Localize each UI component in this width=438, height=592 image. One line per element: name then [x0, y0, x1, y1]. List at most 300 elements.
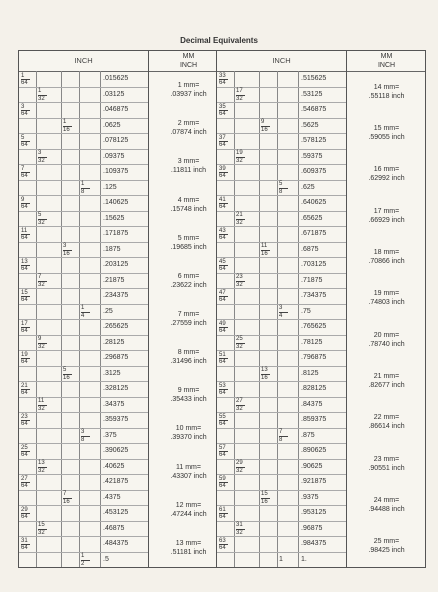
- fraction-numerator: 41: [219, 196, 226, 203]
- row-divider: [19, 412, 148, 413]
- row-divider: [217, 164, 346, 165]
- decimal-value: .34375: [103, 400, 125, 408]
- fraction-denominator: 4: [81, 312, 90, 320]
- decimal-value: .3125: [103, 369, 121, 377]
- fraction-denominator: 64: [219, 482, 228, 490]
- fraction-denominator: 16: [261, 126, 270, 134]
- fraction-cell: [219, 135, 233, 149]
- inch-value: .39370 inch: [170, 434, 207, 442]
- mm-label: 4 mm=: [177, 196, 200, 204]
- fraction-numerator: 15: [21, 289, 28, 296]
- fraction-cell: [219, 352, 233, 366]
- fraction-cell: [219, 445, 233, 459]
- fraction-denominator: 64: [219, 544, 228, 552]
- decimal-value: .9375: [301, 493, 319, 501]
- mm-label: 9 mm=: [177, 387, 200, 395]
- fraction-denominator: 32: [38, 529, 47, 537]
- fraction-cell: [236, 274, 250, 288]
- decimal-value: .09375: [103, 152, 125, 160]
- mm-label: 5 mm=: [177, 234, 200, 242]
- inch-value: .47244 inch: [170, 510, 207, 518]
- mm-conversion: [346, 372, 427, 390]
- fraction-numerator: 1: [38, 88, 42, 94]
- fraction-numerator: 45: [219, 258, 226, 265]
- fraction-numerator: 43: [219, 227, 226, 234]
- decimal-value: 1.: [301, 555, 307, 563]
- fraction-denominator: 64: [21, 141, 30, 149]
- decimal-value: .1875: [103, 245, 121, 253]
- decimal-value: .234375: [103, 292, 129, 299]
- fraction-denominator: 16: [63, 126, 72, 134]
- mm-label: 8 mm=: [177, 349, 200, 357]
- fraction-denominator: 32: [236, 281, 245, 289]
- mm-label: 3 mm=: [177, 158, 200, 166]
- row-divider: [217, 319, 346, 320]
- fraction-cell: [21, 73, 35, 87]
- fraction-cell: [21, 445, 35, 459]
- mm-label: 20 mm=: [373, 331, 400, 339]
- decimal-value: .96875: [301, 524, 323, 532]
- inch-value: .31496 inch: [170, 358, 207, 366]
- row-divider: [19, 319, 148, 320]
- fraction-cell: [236, 88, 250, 102]
- row-divider: [19, 350, 148, 351]
- fraction-denominator: 64: [21, 513, 30, 521]
- fraction-denominator: 64: [21, 451, 30, 459]
- fraction-numerator: 31: [236, 522, 243, 528]
- decimal-value: .140625: [103, 199, 129, 206]
- decimal-value: .28125: [103, 338, 125, 346]
- row-divider: [217, 195, 346, 196]
- fraction-cell: [261, 491, 275, 505]
- decimal-value: .5625: [301, 121, 319, 129]
- inch-value: .43307 inch: [170, 472, 207, 480]
- fraction-denominator: 32: [236, 219, 245, 227]
- fraction-cell: [21, 321, 35, 335]
- fraction-cell: [38, 460, 52, 474]
- fraction-numerator: 5: [21, 134, 25, 141]
- fraction-cell: [219, 104, 233, 118]
- fraction-numerator: 25: [236, 336, 243, 342]
- decimal-value: .359375: [103, 416, 129, 423]
- fraction-cell: [236, 212, 250, 226]
- row-divider: [19, 366, 148, 367]
- inch-value: .62992 inch: [368, 175, 405, 183]
- fraction-cell: [279, 429, 293, 443]
- decimal-value: .15625: [103, 214, 125, 222]
- inch-value: .35433 inch: [170, 396, 207, 404]
- fraction-denominator: 64: [219, 79, 228, 87]
- decimal-value: .6875: [301, 245, 319, 253]
- mm-conversion: [346, 124, 427, 142]
- mm-header-label: MM: [182, 53, 195, 60]
- inch-value: .03937 inch: [170, 91, 207, 99]
- fraction-numerator: 49: [219, 320, 226, 327]
- fraction-cell: [63, 243, 77, 257]
- mm-label: 6 mm=: [177, 272, 200, 280]
- fraction-denominator: 64: [219, 172, 228, 180]
- mm-conversion: [346, 413, 427, 431]
- inch-value: .15748 inch: [170, 205, 207, 213]
- decimal-value: .40625: [103, 462, 125, 470]
- fraction-cell: [236, 460, 250, 474]
- row-divider: [19, 443, 148, 444]
- inch-header: INCH: [74, 56, 93, 65]
- decimal-value: .828125: [301, 385, 327, 392]
- fraction-numerator: 35: [219, 103, 226, 110]
- decimal-value: .734375: [301, 292, 327, 299]
- decimal-value: .78125: [301, 338, 323, 346]
- fraction-cell: [63, 491, 77, 505]
- fraction-numerator: 13: [38, 460, 45, 466]
- mm-label: 11 mm=: [176, 463, 201, 471]
- decimal-value: .390625: [103, 447, 129, 454]
- fraction-denominator: 32: [236, 157, 245, 165]
- row-divider: [217, 490, 346, 491]
- fraction-cell: [63, 119, 77, 133]
- fraction-cell: [236, 522, 250, 536]
- fraction-cell: [219, 507, 233, 521]
- decimal-value: .53125: [301, 90, 323, 98]
- fraction-denominator: 64: [21, 79, 30, 87]
- row-divider: [19, 490, 148, 491]
- row-divider: [217, 118, 346, 119]
- fraction-numerator: 31: [21, 537, 28, 544]
- fraction-numerator: 59: [219, 475, 226, 482]
- fraction-numerator: 1: [63, 119, 67, 125]
- fraction-denominator: 64: [219, 296, 228, 304]
- fraction-numerator: 27: [21, 475, 28, 482]
- fraction-cell: [219, 73, 233, 87]
- fraction-numerator: 53: [219, 382, 226, 389]
- fraction-numerator: 3: [38, 150, 42, 156]
- inch-value: .66929 inch: [368, 216, 405, 224]
- fraction-numerator: 9: [38, 336, 42, 342]
- decimal-value: .296875: [103, 354, 129, 361]
- fraction-denominator: 32: [38, 467, 47, 475]
- fraction-numerator: 33: [219, 72, 226, 79]
- mm-conversion: [346, 165, 427, 183]
- decimal-value: .859375: [301, 416, 327, 423]
- decimal-value: .453125: [103, 509, 129, 516]
- inch-value: .51181 inch: [170, 548, 207, 556]
- decimal-value: .125: [103, 183, 117, 191]
- decimal-value: .703125: [301, 261, 327, 268]
- fraction-numerator: 29: [21, 506, 28, 513]
- fraction-cell: [21, 104, 35, 118]
- fraction-numerator: 11: [261, 243, 268, 249]
- fraction-denominator: 64: [219, 265, 228, 273]
- decimal-value: .109375: [103, 168, 129, 175]
- fraction-numerator: 7: [279, 429, 283, 435]
- row-divider: [19, 381, 148, 382]
- row-divider: [217, 536, 346, 537]
- mm-label: 10 mm=: [175, 425, 202, 433]
- decimal-value: .578125: [301, 137, 327, 144]
- mm-conversion: [346, 289, 427, 307]
- fraction-cell: [21, 352, 35, 366]
- decimal-value: .75: [301, 307, 311, 315]
- fraction-denominator: 16: [261, 250, 270, 258]
- fraction-numerator: 1: [81, 553, 85, 559]
- fraction-cell: [21, 538, 35, 552]
- fraction-cell: [63, 367, 77, 381]
- fraction-cell: [21, 135, 35, 149]
- inch-value: .74803 inch: [368, 299, 405, 307]
- decimal-value: .25: [103, 307, 113, 315]
- fraction-numerator: 11: [38, 398, 45, 404]
- decimal-value: .03125: [103, 90, 125, 98]
- fraction-numerator: 23: [236, 274, 243, 280]
- fraction-numerator: 19: [21, 351, 28, 358]
- mm-conversion: [346, 248, 427, 266]
- decimal-value: .328125: [103, 385, 129, 392]
- fraction-numerator: 1: [21, 72, 25, 79]
- mm-conversion: [346, 496, 427, 514]
- fraction-cell: [236, 398, 250, 412]
- decimal-value: .078125: [103, 137, 129, 144]
- decimal-value: .375: [103, 431, 117, 439]
- row-divider: [217, 257, 346, 258]
- fraction-denominator: 64: [21, 420, 30, 428]
- fraction-denominator: 32: [38, 219, 47, 227]
- decimal-value: .875: [301, 431, 315, 439]
- fraction-cell: [21, 259, 35, 273]
- inch-value: .07874 inch: [170, 129, 207, 137]
- fraction-cell: [219, 166, 233, 180]
- fraction-cell: [219, 476, 233, 490]
- decimal-value: .953125: [301, 509, 327, 516]
- row-divider: [217, 381, 346, 382]
- mm-label: 15 mm=: [373, 125, 400, 132]
- inch-value: .82677 inch: [368, 382, 405, 389]
- decimal-value: .046875: [103, 106, 129, 113]
- fraction-numerator: 5: [279, 181, 283, 187]
- row-divider: [217, 412, 346, 413]
- decimal-value: .59375: [301, 152, 323, 160]
- row-divider: [19, 474, 148, 475]
- fraction-numerator: 9: [21, 196, 25, 203]
- fraction-numerator: 9: [261, 119, 265, 125]
- mm-conversion: [346, 537, 427, 555]
- mm-label: 16 mm=: [373, 166, 400, 174]
- fraction-denominator: 64: [21, 234, 30, 242]
- fraction-denominator: 64: [219, 327, 228, 335]
- fraction-denominator: 64: [21, 110, 30, 118]
- fraction-numerator: 23: [21, 413, 28, 420]
- row-divider: [19, 226, 148, 227]
- fraction-numerator: 7: [63, 491, 67, 497]
- fraction-numerator: 51: [219, 351, 226, 358]
- fraction-cell: [81, 305, 95, 319]
- fraction-denominator: 32: [38, 281, 47, 289]
- fraction-cell: [38, 150, 52, 164]
- mm-label: 2 mm=: [177, 120, 200, 128]
- decimal-value: .921875: [301, 478, 327, 485]
- row-divider: [19, 536, 148, 537]
- decimal-value: .609375: [301, 168, 327, 175]
- decimal-value: .015625: [103, 75, 129, 82]
- fraction-denominator: 8: [279, 188, 288, 196]
- mm-label: 12 mm=: [175, 501, 202, 509]
- fraction-numerator: 5: [63, 367, 67, 373]
- fraction-numerator: 3: [21, 103, 25, 110]
- fraction-cell: [236, 336, 250, 350]
- row-divider: [217, 102, 346, 103]
- fraction-denominator: 32: [236, 95, 245, 103]
- header-divider: [19, 71, 227, 72]
- row-divider: [19, 505, 148, 506]
- fraction-numerator: 39: [219, 165, 226, 172]
- inch-value: .90551 inch: [368, 464, 405, 472]
- fraction-denominator: 32: [236, 529, 245, 537]
- decimal-value: .8125: [301, 369, 319, 377]
- row-divider: [217, 242, 346, 243]
- fraction-numerator: 3: [279, 305, 283, 311]
- fraction-numerator: 57: [219, 444, 226, 451]
- inch-value: .78740 inch: [368, 340, 405, 348]
- fraction-numerator: 19: [236, 150, 243, 156]
- fraction-denominator: 8: [279, 436, 288, 444]
- fraction-numerator: 21: [21, 382, 28, 389]
- fraction-cell: [219, 228, 233, 242]
- fraction-cell: [279, 305, 293, 319]
- fraction-denominator: 32: [38, 157, 47, 165]
- mm-conversion: [346, 83, 427, 101]
- row-divider: [19, 118, 148, 119]
- fraction-denominator: 64: [21, 389, 30, 397]
- inch-value: .11811 inch: [170, 167, 207, 175]
- decimal-value: .484375: [103, 540, 129, 547]
- fraction-denominator: 16: [261, 374, 270, 382]
- row-divider: [217, 505, 346, 506]
- inch-value: .70866 inch: [368, 258, 405, 265]
- fraction-numerator: 61: [219, 506, 226, 513]
- inch-value: .19685 inch: [170, 243, 207, 251]
- fraction-denominator: 16: [63, 374, 72, 382]
- inch-header: INCH: [272, 56, 291, 65]
- fraction-numerator: 1: [81, 181, 85, 187]
- fraction-numerator: 25: [21, 444, 28, 451]
- mm-label: 7 mm=: [177, 311, 200, 318]
- decimal-value: .515625: [301, 75, 327, 82]
- fraction-cell: [21, 197, 35, 211]
- fraction-denominator: 64: [21, 327, 30, 335]
- fraction-denominator: 16: [63, 498, 72, 506]
- fraction-cell: [21, 166, 35, 180]
- fraction-cell: [81, 429, 95, 443]
- row-divider: [217, 350, 346, 351]
- page-title: Decimal Equivalents: [180, 36, 258, 45]
- decimal-value: .0625: [103, 121, 121, 129]
- fraction-cell: [38, 522, 52, 536]
- fraction-denominator: 64: [219, 420, 228, 428]
- fraction-cell: [219, 259, 233, 273]
- fraction-numerator: 7: [38, 274, 42, 280]
- decimal-value: .171875: [103, 230, 129, 237]
- fraction-cell: [261, 243, 275, 257]
- fraction-denominator: 64: [219, 358, 228, 366]
- row-divider: [19, 288, 148, 289]
- fraction-denominator: 64: [219, 389, 228, 397]
- decimal-value: .84375: [301, 400, 323, 408]
- mm-label: 19 mm=: [373, 290, 400, 298]
- fraction-numerator: 55: [219, 413, 226, 420]
- fraction-denominator: 8: [81, 188, 90, 196]
- fraction-denominator: 64: [219, 203, 228, 211]
- fraction-denominator: 16: [63, 250, 72, 258]
- row-divider: [19, 102, 148, 103]
- header-divider: [217, 71, 425, 72]
- fraction-denominator: 64: [21, 544, 30, 552]
- fraction-cell: [219, 383, 233, 397]
- mm-label: 23 mm=: [373, 455, 400, 463]
- fraction-numerator: 5: [38, 212, 42, 218]
- inch-value: .23622 inch: [170, 281, 207, 289]
- inch-value: .86614 inch: [368, 423, 405, 431]
- mm-conversion: [346, 455, 427, 473]
- fraction-numerator: 11: [21, 227, 28, 234]
- fraction-numerator: 7: [21, 165, 25, 172]
- fraction-cell: [21, 290, 35, 304]
- fraction-numerator: 29: [236, 460, 243, 466]
- fraction-cell: [219, 321, 233, 335]
- inch-value: .59055 inch: [368, 134, 405, 141]
- inch-value: .94488 inch: [368, 506, 405, 513]
- fraction-numerator: 15: [261, 491, 268, 497]
- fraction-numerator: 27: [236, 398, 243, 404]
- fraction-cell: [219, 414, 233, 428]
- inch-value: .98425 inch: [368, 547, 405, 555]
- decimal-value: .265625: [103, 323, 129, 330]
- fraction-denominator: 32: [38, 95, 47, 103]
- fraction-numerator: 21: [236, 212, 243, 218]
- fraction-cell: [81, 181, 95, 195]
- decimal-value: .671875: [301, 230, 327, 237]
- decimal-value: .625: [301, 183, 315, 191]
- row-divider: [217, 226, 346, 227]
- fraction-denominator: 64: [21, 358, 30, 366]
- fraction-denominator: 64: [219, 110, 228, 118]
- decimal-value: .90625: [301, 462, 323, 470]
- fraction-cell: [38, 398, 52, 412]
- fraction-cell: [261, 367, 275, 381]
- fraction-denominator: 64: [219, 141, 228, 149]
- fraction-denominator: 64: [21, 265, 30, 273]
- fraction-denominator: 32: [38, 343, 47, 351]
- row-divider: [19, 257, 148, 258]
- row-divider: [217, 366, 346, 367]
- mm-label: 25 mm=: [373, 538, 400, 546]
- decimal-value: .421875: [103, 478, 129, 485]
- decimal-value: .4375: [103, 493, 121, 501]
- mm-label: 21 mm=: [373, 373, 400, 380]
- mm-label: 17 mm=: [373, 207, 400, 215]
- fraction-cell: [21, 383, 35, 397]
- fraction-denominator: 64: [21, 482, 30, 490]
- fraction-denominator: 2: [81, 560, 90, 568]
- fraction-cell: [38, 88, 52, 102]
- fraction-cell: [21, 507, 35, 521]
- mm-header-label: MM: [380, 53, 393, 60]
- fraction-denominator: 4: [279, 312, 288, 320]
- decimal-value: .21875: [103, 276, 125, 284]
- decimal-value: .46875: [103, 524, 125, 532]
- decimal-value: .546875: [301, 106, 327, 113]
- fraction-numerator: 47: [219, 289, 226, 296]
- inch-value: .55118 inch: [368, 92, 405, 100]
- mm-label: 22 mm=: [373, 414, 400, 422]
